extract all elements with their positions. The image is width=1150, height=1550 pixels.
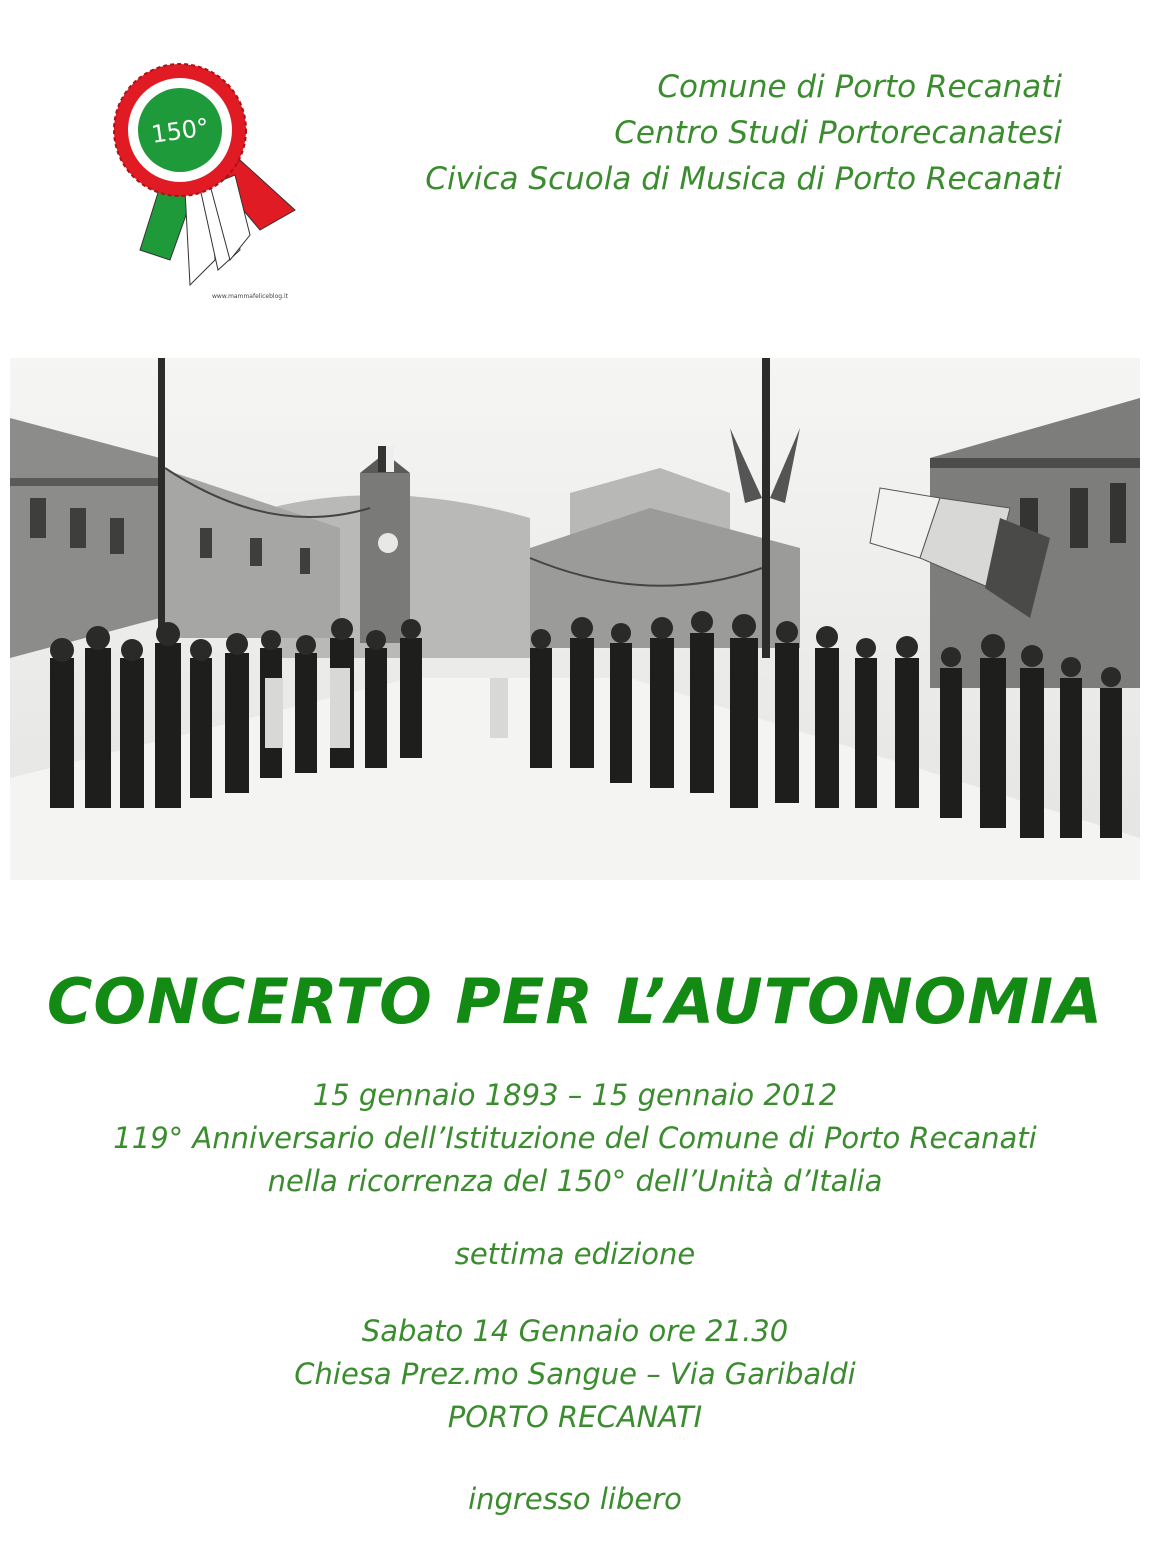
historic-street-photo bbox=[10, 358, 1140, 880]
anniversary-line: 15 gennaio 1893 – 15 gennaio 2012 bbox=[312, 1078, 838, 1112]
edition-text: settima edizione bbox=[454, 1237, 696, 1271]
event-city: PORTO RECANATI bbox=[447, 1400, 703, 1434]
concert-title: CONCERTO PER L’AUTONOMIA bbox=[46, 965, 1104, 1038]
logo-url-text: www.mammafeliceblog.it bbox=[212, 293, 288, 300]
event-venue: Chiesa Prez.mo Sangue – Via Garibaldi bbox=[294, 1357, 856, 1391]
organizer-line: Centro Studi Portorecanatesi bbox=[614, 115, 1062, 151]
anniversary-line: nella ricorrenza del 150° dell’Unità d’Italia bbox=[267, 1164, 883, 1198]
admission-text: ingresso libero bbox=[468, 1482, 682, 1516]
event-details-block bbox=[0, 1310, 1150, 1439]
organizers-block bbox=[262, 64, 1062, 202]
anniversary-line: 119° Anniversario dell’Istituzione del Comune di Porto Recanati bbox=[113, 1121, 1037, 1155]
organizer-line: Civica Scuola di Musica di Porto Recanati bbox=[425, 161, 1062, 197]
anniversary-block bbox=[0, 1074, 1150, 1203]
organizer-line: Comune di Porto Recanati bbox=[657, 69, 1062, 105]
logo-label: 150° bbox=[149, 113, 211, 149]
event-date-time: Sabato 14 Gennaio ore 21.30 bbox=[361, 1314, 789, 1348]
